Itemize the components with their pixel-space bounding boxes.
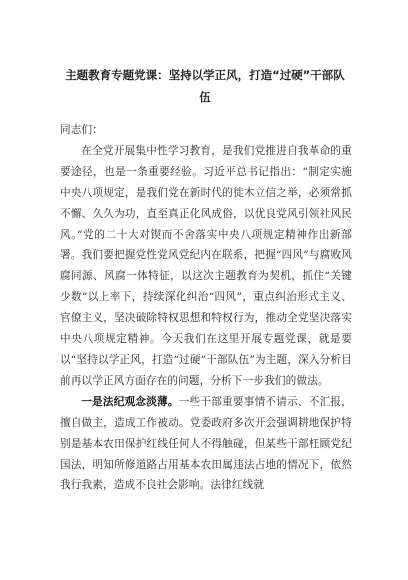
salutation: 同志们： (60, 124, 103, 136)
paragraph-intro: 在全党开展集中性学习教育，是我们党推进自我革命的重要途径，也是一条重要经验。习近平总书记指出：“制定实施中央八项规定，是我们党在新时代的徙木立信之举，必须常抓不懈、久久为功，直至真正化风成俗，以优良党风引领社风民风。”党的二十大对锲而不舍落实中央八项规定精神作出新部署。我们要把握党性党风党纪内在联系，把握“四风”与腐败风腐同源、风腐一体特征，以这次主题教育为契机，抓住“关键少数”以上率下，持续深化纠治“四风”，重点纠治形式主义、官僚主义，坚决破除特权思想和特权行为，推动全党坚决落实中央八项规定精神。今天我们在这里开展专题党课，就是要以“坚持以学正风，打造“过硬”干部队伍”为主题，深入分析目前再以学正风方面存在的问题，分析下一步我们的做法。 (60, 144, 352, 387)
paragraph-problem-one-text: 一些干部重要事情不请示、不汇报，擅自做主，造成工作被动。党委政府多次开会强调耕地保护特别是基本农田保护红线任何人不得触碰，但某些干部枉顾党纪国法，明知所修道路占用基本农田属违法占地的情况下，依然我行我素，造成不良社会影响。法律红线就 (60, 395, 352, 492)
document-title: 主题教育专题党课：坚持以学正风，打造“过硬”干部队伍 (65, 68, 345, 104)
paragraph-lead-heading: 一是法纪观念淡薄。 (81, 395, 179, 408)
document-body (60, 120, 352, 496)
paragraph-problem-one (60, 392, 352, 497)
